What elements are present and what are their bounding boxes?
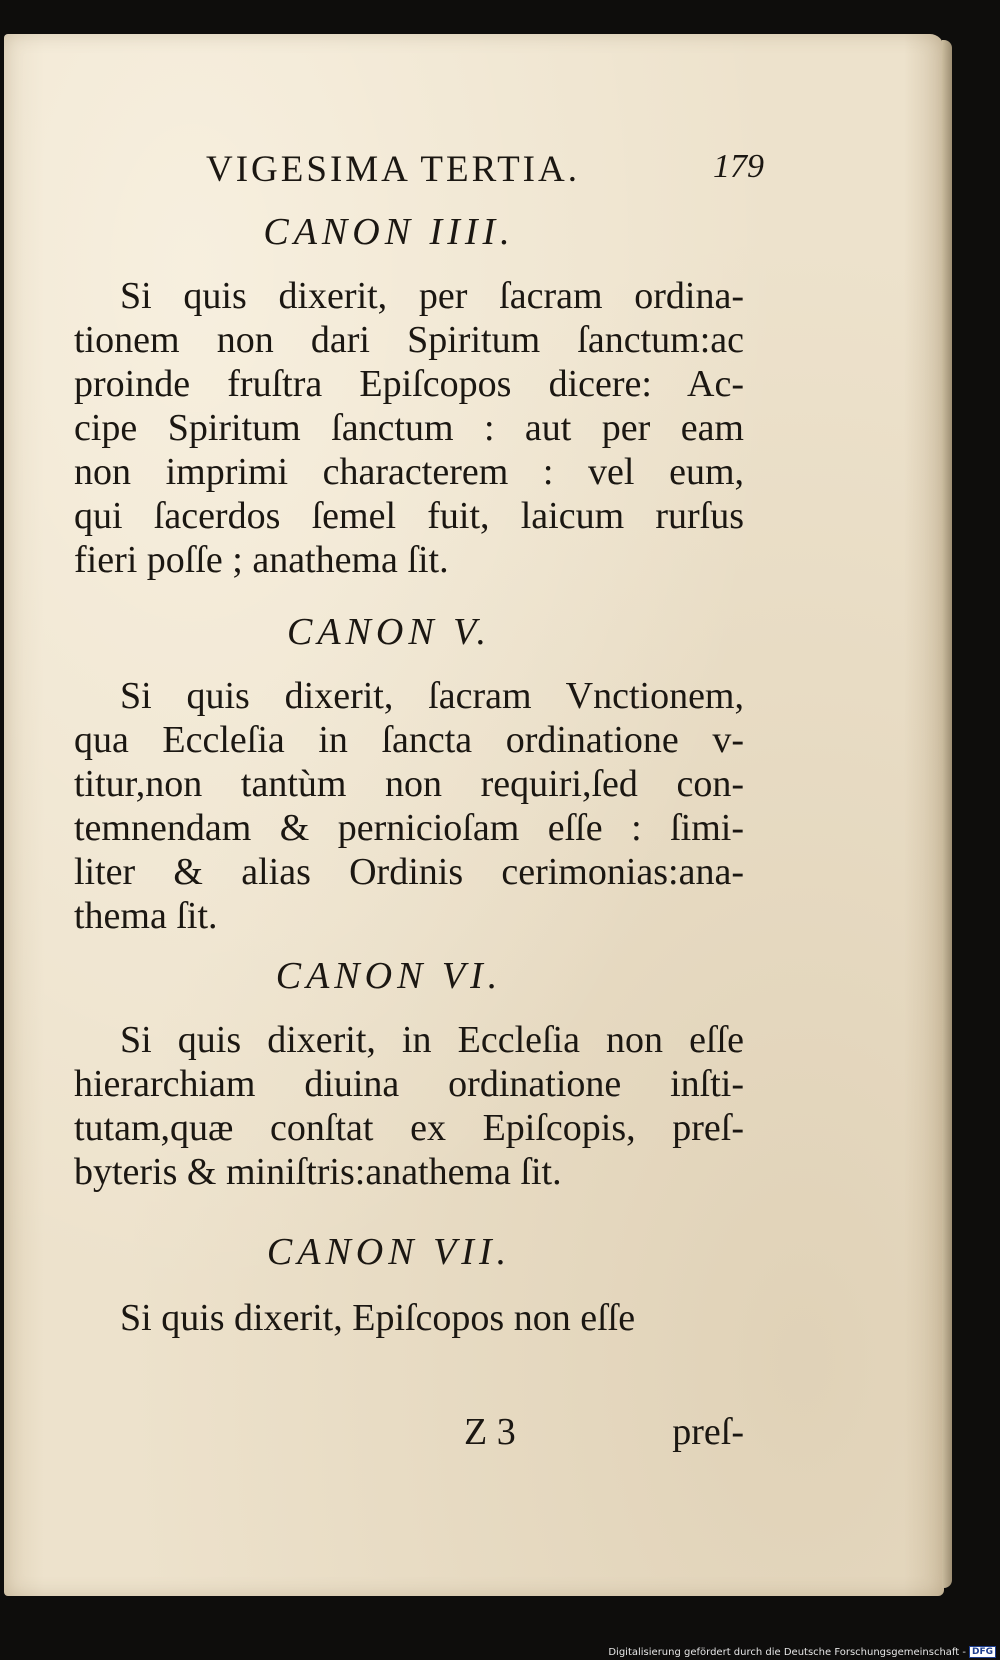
- text-line: non imprimi characterem : vel eum,: [74, 451, 744, 493]
- book-page: [4, 34, 944, 1596]
- text-line: Si quis dixerit, Epiſcopos non eſſe: [120, 1297, 636, 1339]
- text-line: fieri poſſe ; anathema ſit.: [74, 539, 449, 581]
- canon-text: [74, 1296, 744, 1340]
- dfg-logo: DFG: [969, 1646, 996, 1658]
- text-line: thema ſit.: [74, 895, 218, 937]
- catch-line: [74, 1410, 744, 1460]
- text-line: Si quis dixerit, ſacram Vnctionem,: [120, 675, 744, 717]
- running-title: VIGESIMA TERTIA.: [206, 149, 580, 190]
- digitization-credit: [608, 1646, 996, 1658]
- text-line: tutam,quæ conſtat ex Epiſcopis, preſ-: [74, 1107, 744, 1149]
- text-line: byteris & miniſtris:anathema ſit.: [74, 1151, 562, 1193]
- text-line: liter & alias Ordinis cerimonias:ana-: [74, 851, 744, 893]
- signature-mark: Z 3: [464, 1411, 516, 1453]
- credit-text: Digitalisierung gefördert durch die Deutsche Forschungsgemeinschaft -: [608, 1646, 966, 1658]
- page-edge: [942, 40, 952, 1588]
- text-line: proinde fruſtra Epiſcopos dicere: Ac-: [74, 363, 744, 405]
- page-number: 179: [713, 148, 764, 185]
- text-line: Si quis dixerit, in Eccleſia non eſſe: [120, 1019, 744, 1061]
- running-head: [74, 148, 764, 194]
- text-line: Si quis dixerit, per ſacram ordina-: [120, 275, 744, 317]
- canon-text: [74, 274, 744, 582]
- canon-heading: CANON V.: [286, 611, 491, 653]
- canon-heading: CANON VII.: [266, 1231, 512, 1273]
- text-line: qua Eccleſia in ſancta ordinatione v-: [74, 719, 744, 761]
- canon-text: [74, 1018, 744, 1194]
- text-line: titur,non tantùm non requiri,ſed con-: [74, 763, 744, 805]
- text-line: cipe Spiritum ſanctum : aut per eam: [74, 407, 744, 449]
- text-line: qui ſacerdos ſemel fuit, laicum rurſus: [74, 495, 744, 537]
- canon-heading: CANON IIII.: [263, 211, 515, 253]
- canon-heading: CANON VI.: [275, 955, 503, 997]
- catchword: preſ-: [672, 1411, 744, 1453]
- canon-text: [74, 674, 744, 938]
- text-line: hierarchiam diuina ordinatione inſti-: [74, 1063, 744, 1105]
- text-line: tionem non dari Spiritum ſanctum:ac: [74, 319, 744, 361]
- text-line: temnendam & pernicioſam eſſe : ſimi-: [74, 807, 744, 849]
